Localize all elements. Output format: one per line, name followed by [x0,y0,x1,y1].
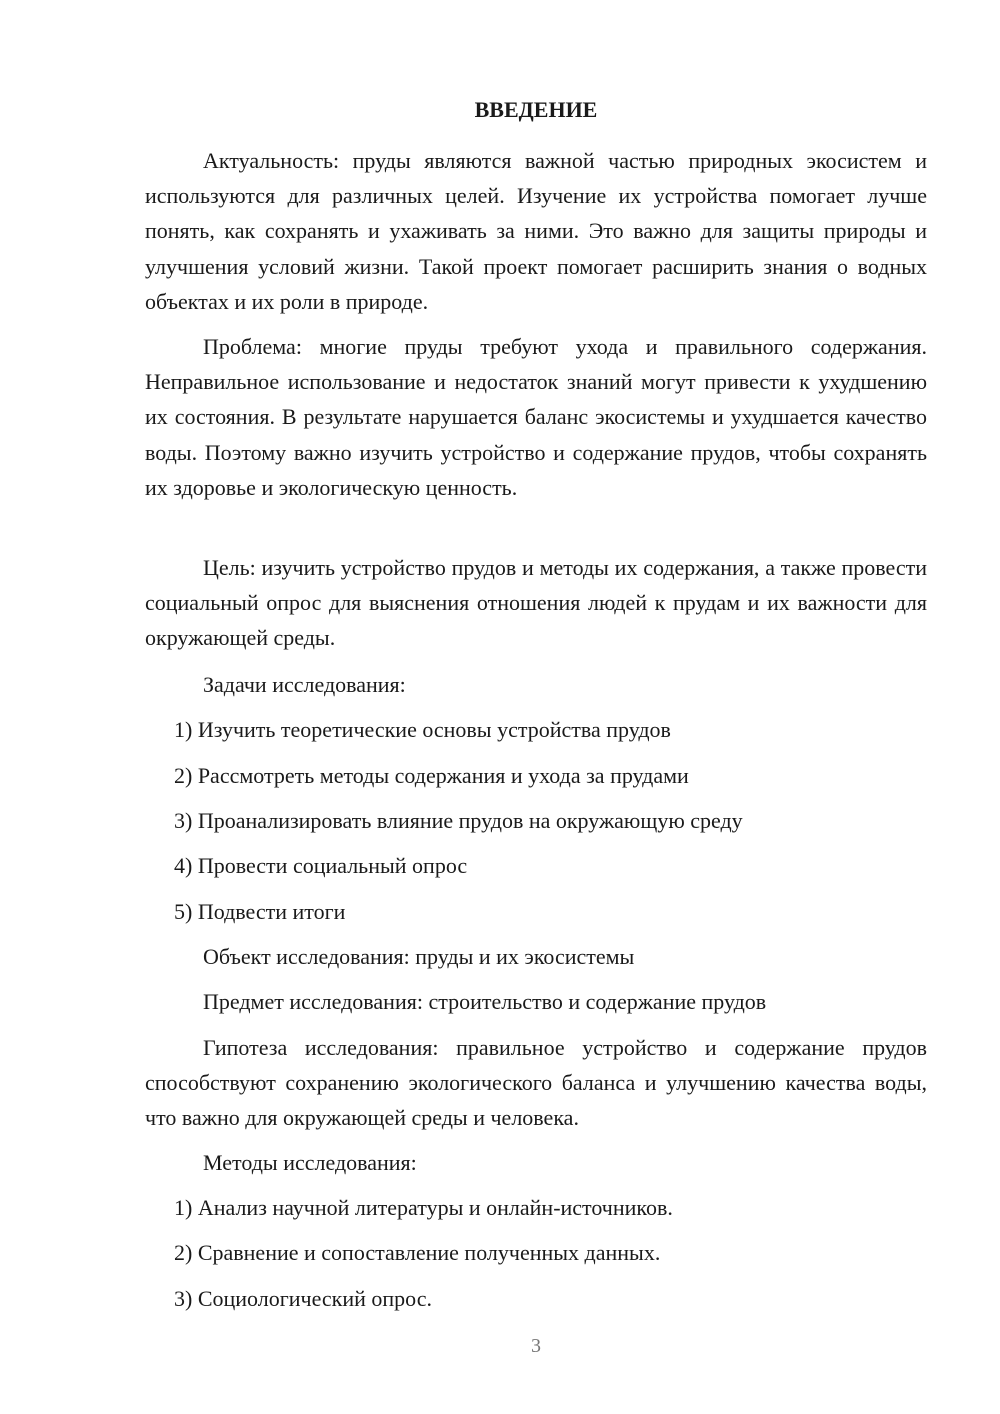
paragraph-goal: Цель: изучить устройство прудов и методы их содержания, а также провести социальный опрос для выяснения отношения людей к прудам и их важности для окружающей среды. [145,555,927,651]
list-item: 1) Анализ научной литературы и онлайн-источников. [174,1195,673,1220]
tasks-label: Задачи исследования: [203,672,406,697]
list-item: 2) Сравнение и сопоставление полученных данных. [174,1240,661,1265]
page-number: 3 [531,1335,541,1357]
list-item: 2) Рассмотреть методы содержания и ухода за прудами [174,763,689,788]
list-item: 3) Проанализировать влияние прудов на окружающую среду [174,808,743,833]
list-item: 1) Изучить теоретические основы устройства прудов [174,717,671,742]
list-item: 3) Социологический опрос. [174,1286,432,1311]
list-item: 4) Провести социальный опрос [174,853,468,878]
paragraph-hypothesis: Гипотеза исследования: правильное устройство и содержание прудов способствуют сохранению экологического баланса и улучшению качества воды, что важно для окружающей среды и человека. [145,1035,927,1131]
list-item: 5) Подвести итоги [174,899,346,924]
paragraph-problem: Проблема: многие пруды требуют ухода и правильного содержания. Неправильное использование и недостаток знаний могут привести к ухудшению их состояния. В результате нарушается баланс экосистемы и ухудшается качество воды. Поэтому важно изучить устройство и содержание прудов, чтобы сохранять их здоровье и экологическую ценность. [145,334,927,500]
page-title: ВВЕДЕНИЕ [474,97,598,122]
research-subject: Предмет исследования: строительство и содержание прудов [203,989,767,1014]
methods-label: Методы исследования: [203,1150,417,1175]
paragraph-relevance: Актуальность: пруды являются важной частью природных экосистем и используются для различных целей. Изучение их устройства помогает лучше понять, как сохранять и ухаживать за ними. Это важно для защиты природы и улучшения условий жизни. Такой проект помогает расширить знания о водных объектах и их роли в природе. [145,148,927,314]
research-object: Объект исследования: пруды и их экосистемы [203,944,635,969]
